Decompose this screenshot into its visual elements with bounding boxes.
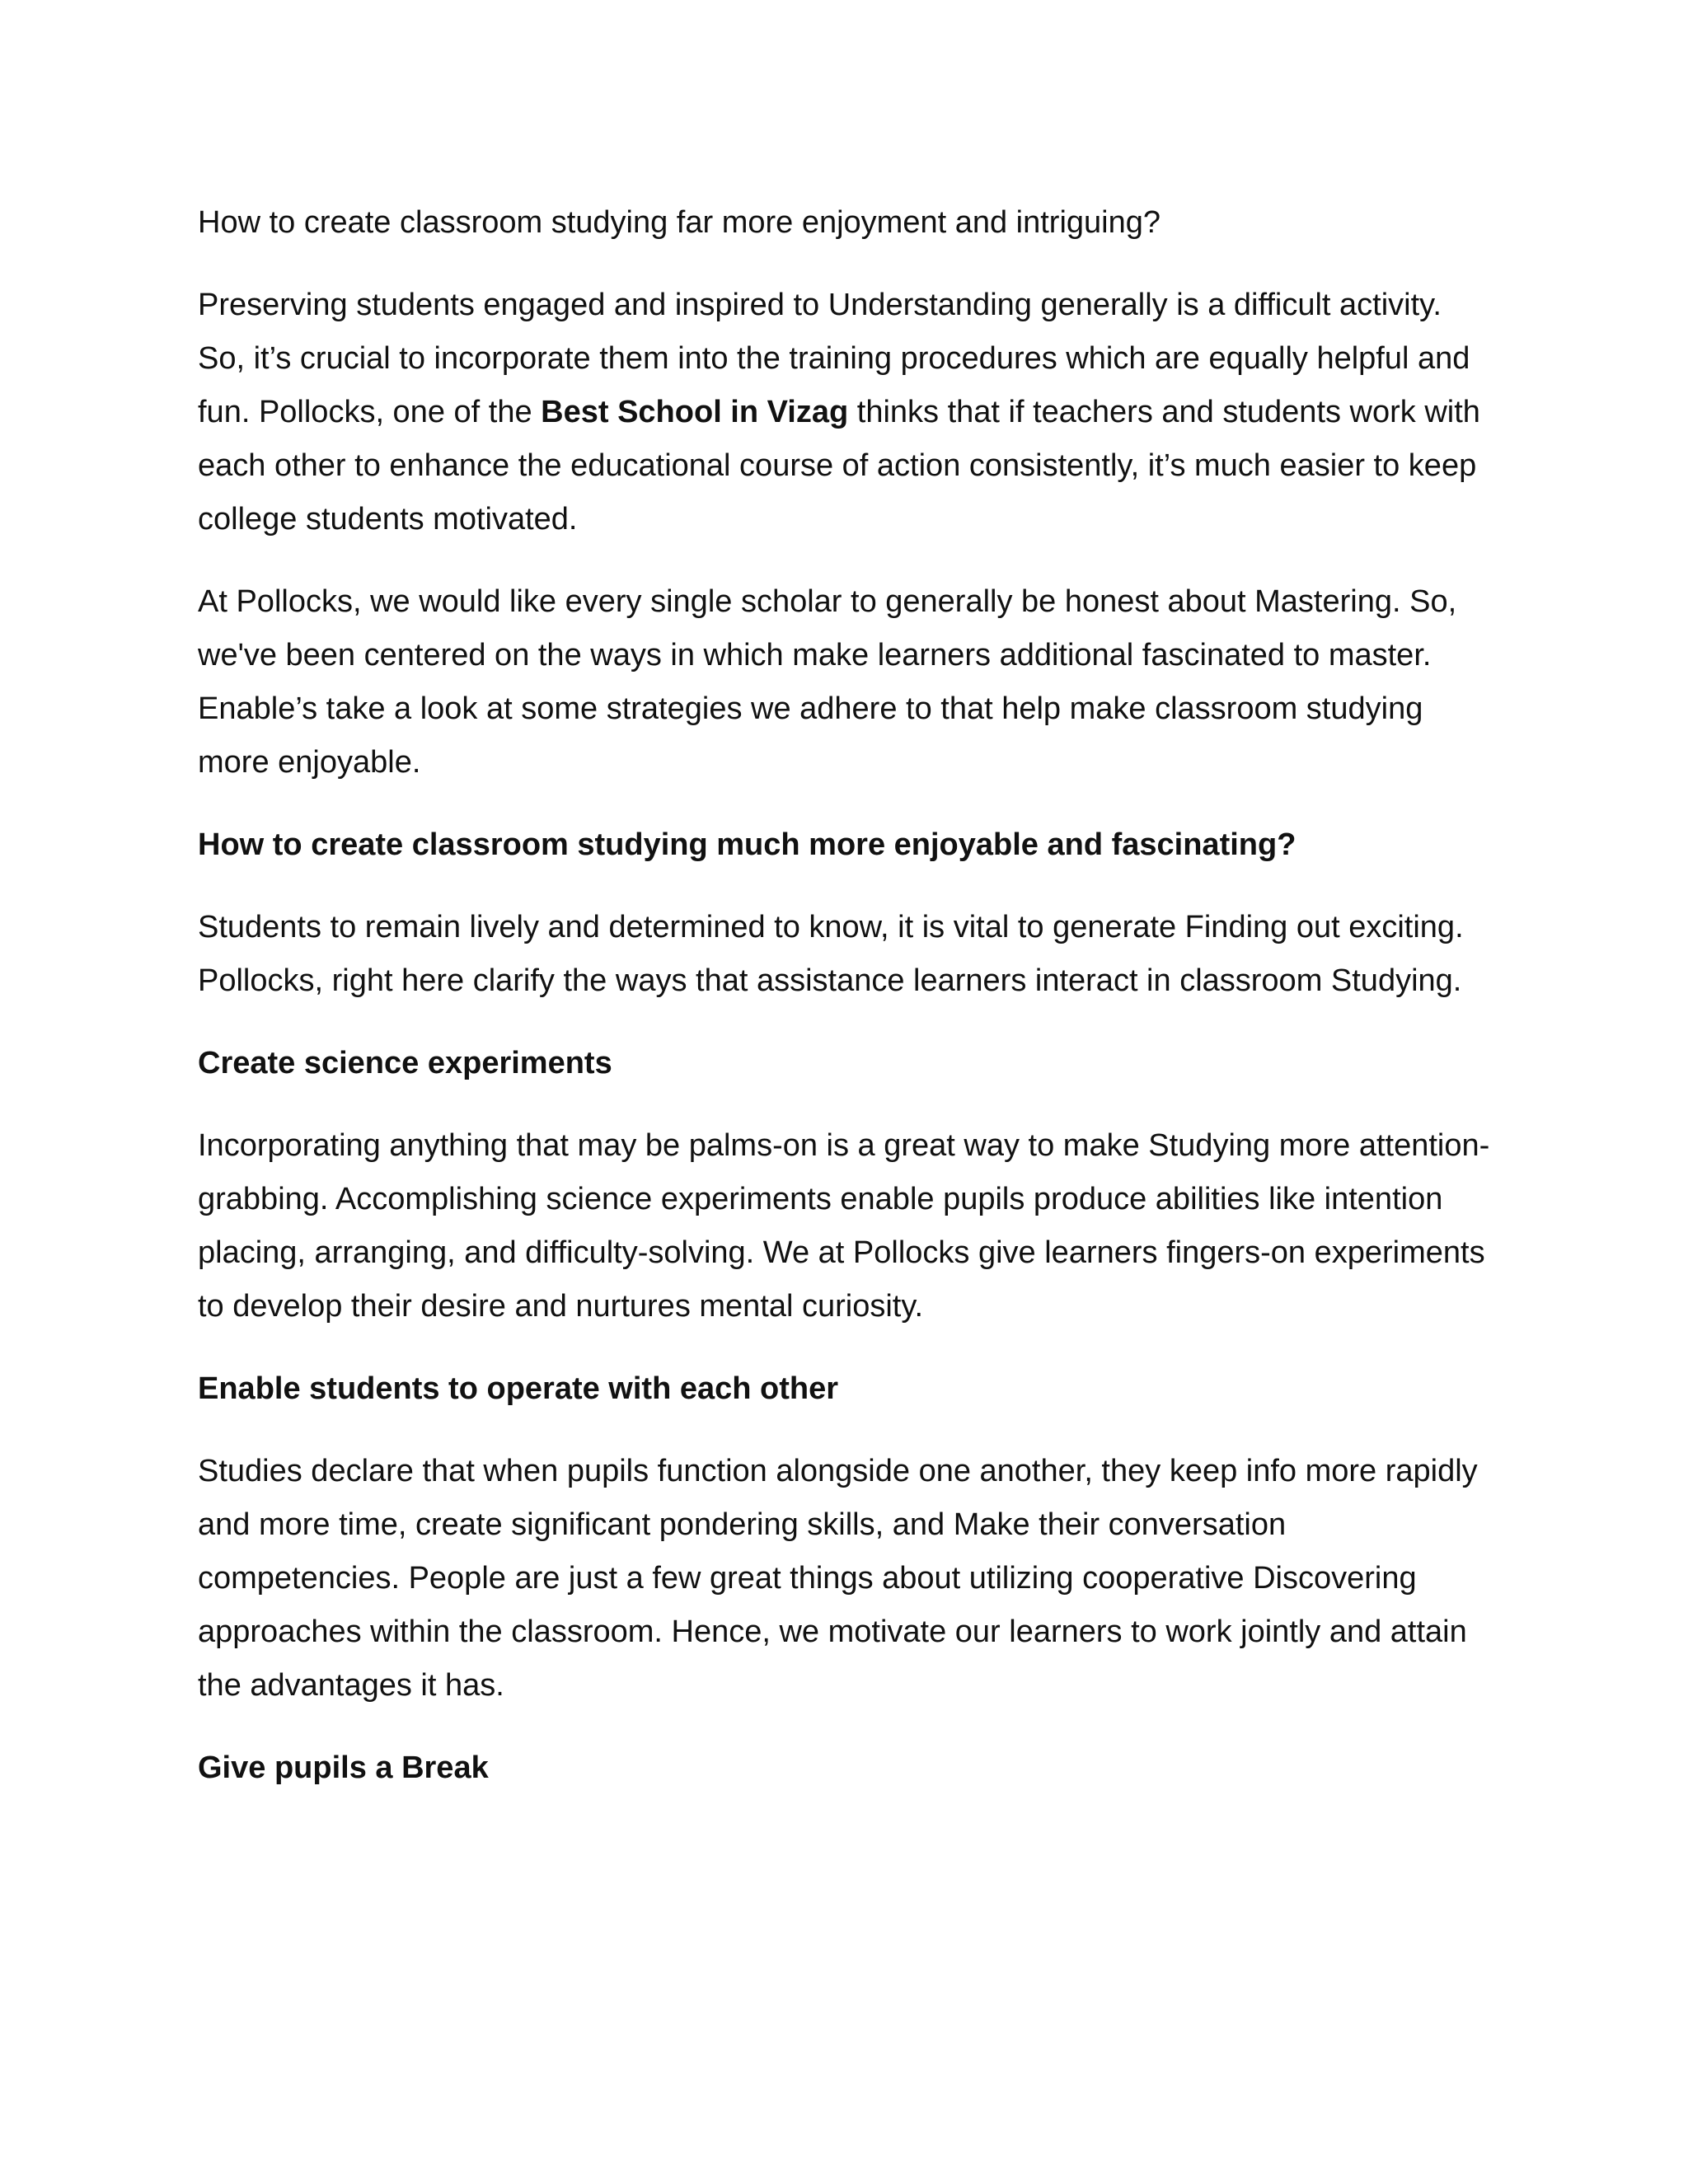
heading-give-break: Give pupils a Break [198,1750,489,1785]
best-school-highlight: Best School in Vizag [541,395,849,429]
paragraph-engagement [198,279,1492,546]
heading-science-experiments: Create science experiments [198,1046,612,1080]
paragraph-engagement-text-end: thinks that if teachers and students work with each other to enhance the educational course of action consistently, it’s much easier to keep college students motivated. [198,395,1480,537]
paragraph-science-experiments: Incorporating anything that may be palms-on is a great way to make Studying more attention-grabbing. Accomplishing science experiments enable pupils produce abilities like intention placing, arranging, and difficulty-solving. We at Pollocks give learners fingers-on experiments to develop their desire and nurtures mental curiosity. [198,1128,1490,1324]
intro-question: How to create classroom studying far more enjoyment and intriguing? [198,205,1161,240]
paragraph-pollocks-approach: At Pollocks, we would like every single scholar to generally be honest about Mastering. So, we've been centered on the ways in which make learners additional fascinated to master. Enable’s take a look at some strategies we adhere to that help make classroom studying more enjoyable. [198,584,1457,780]
heading-enjoyable-learning: How to create classroom studying much more enjoyable and fascinating? [198,827,1296,862]
paragraph-work-together: Studies declare that when pupils function alongside one another, they keep info more rapidly and more time, create significant pondering skills, and Make their conversation competencies. People are just a few great things about utilizing cooperative Discovering approaches within the classroom. Hence, we motivate our learners to work jointly and attain the advantages it has. [198,1454,1478,1703]
document-body [198,196,1492,1824]
paragraph-lively-students: Students to remain lively and determined to know, it is vital to generate Finding out exciting. Pollocks, right here clarify the ways that assistance learners interact in classroom Studying. [198,910,1464,998]
paragraph-engagement-text-start: Preserving students engaged and inspired to Understanding generally is a difficult activity. So, it’s crucial to incorporate them into the training procedures which are equally helpful and fun. Pollocks, one of the [198,288,1470,429]
heading-work-together: Enable students to operate with each other [198,1371,839,1406]
